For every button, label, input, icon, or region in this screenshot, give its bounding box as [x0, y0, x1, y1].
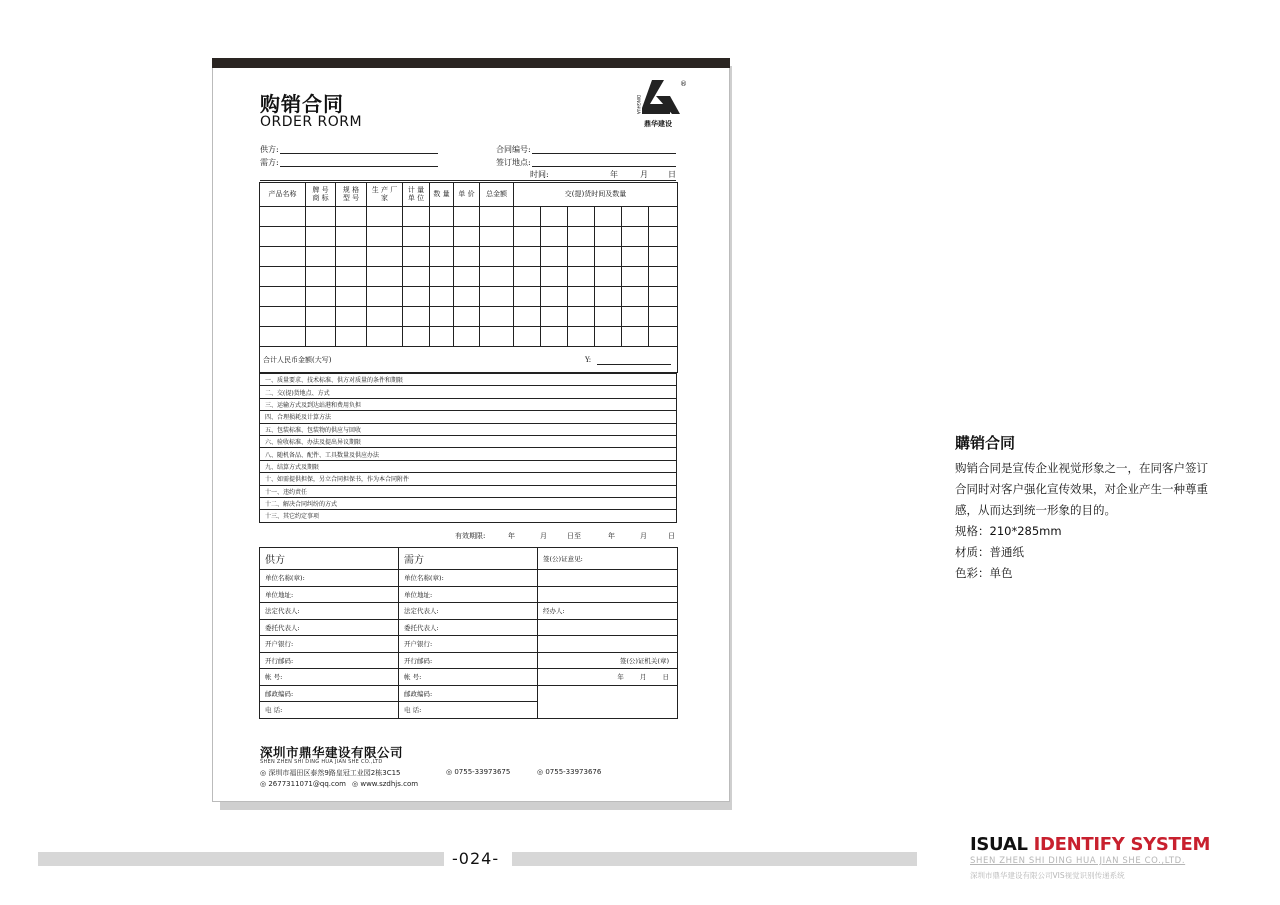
- supplier-field[interactable]: 开户银行:: [260, 636, 399, 653]
- supplier-header: 供方: [260, 548, 399, 570]
- description-body: 购销合同是宣传企业视觉形象之一，在同客户签订合同时对客户强化宣传效果，对企业产生一种尊重感，从而达到统一形象的目的。: [955, 461, 1208, 517]
- table-row[interactable]: [260, 287, 678, 307]
- table-row[interactable]: [260, 327, 678, 347]
- buyer-field[interactable]: 电 话:: [399, 702, 538, 719]
- supplier-field[interactable]: 帐 号:: [260, 669, 399, 686]
- supplier-label: 供方:: [260, 145, 279, 154]
- buyer-field[interactable]: 开行邮码:: [399, 652, 538, 669]
- col-spec: 规 格 型 号: [336, 183, 367, 207]
- notary-year: 年: [617, 673, 624, 682]
- table-row[interactable]: [260, 207, 678, 227]
- email-line: [260, 780, 346, 788]
- buyer-field[interactable]: 委托代表人:: [399, 619, 538, 636]
- buyer-field[interactable]: 单位名称(章):: [399, 570, 538, 587]
- company-name-en: SHEN ZHEN SHI DING HUA JIAN SHE CO.,LTD: [260, 759, 383, 765]
- buyer-field[interactable]: 邮政编码:: [399, 685, 538, 702]
- total-rmb-label: 合计人民币金额(大写): [263, 355, 332, 364]
- notary-month: 月: [639, 673, 647, 682]
- description-block: [955, 458, 1217, 584]
- website-line: [352, 780, 418, 788]
- time-day: 日: [668, 170, 676, 179]
- material-text: 材质：普通纸: [955, 545, 1024, 559]
- supplier-field[interactable]: 单位地址:: [260, 586, 399, 603]
- parties-table: [259, 547, 678, 719]
- notary-blank[interactable]: [538, 636, 678, 653]
- notary-blank[interactable]: [538, 586, 678, 603]
- notary-opinion-label: 签(公)证意见:: [538, 548, 678, 570]
- term-item[interactable]: 二、交(提)货地点、方式: [260, 386, 677, 398]
- vis-title-left: ISUAL: [970, 834, 1034, 855]
- term-item[interactable]: 四、合理损耗及计算方法: [260, 411, 677, 423]
- col-maker: 生 产 厂 家: [367, 183, 403, 207]
- col-delivery: 交(提)货时间及数量: [514, 183, 678, 207]
- supplier-field[interactable]: 单位名称(章):: [260, 570, 399, 587]
- term-item[interactable]: 十一、违约责任: [260, 485, 677, 497]
- table-row[interactable]: [260, 307, 678, 327]
- company-fax: 0755-33973676: [545, 768, 602, 776]
- total-row: [260, 347, 678, 373]
- buyer-label: 需方:: [260, 158, 279, 167]
- sheet-top-bar: [212, 58, 730, 68]
- notary-org-label: 签(公)证机关(章): [538, 652, 678, 669]
- yen-label: Y:: [585, 356, 592, 364]
- description-title: 購销合同: [955, 434, 1016, 452]
- footer-bar-left: [38, 852, 444, 866]
- product-table: [259, 182, 678, 373]
- supplier-field[interactable]: [280, 153, 438, 154]
- address-line: [260, 768, 401, 778]
- logo-brand-cn: 鼎华建设: [644, 120, 672, 128]
- term-item[interactable]: 三、运输方式及到达站港和费用负担: [260, 398, 677, 410]
- color-text: 色彩：单色: [955, 566, 1013, 580]
- term-item[interactable]: 十三、其它约定事项: [260, 510, 677, 522]
- vis-title-right: SYSTEM: [1124, 834, 1211, 855]
- web-icon: ◎: [352, 780, 359, 788]
- time-label: 时间:: [530, 170, 549, 179]
- vis-company-en: SHEN ZHEN SHI DING HUA JIAN SHE CO.,LTD.: [970, 856, 1186, 866]
- logo-brand-en: DINGHUA: [636, 95, 641, 115]
- term-item[interactable]: 六、验收标准、办法及提出异议期限: [260, 435, 677, 447]
- spec-text: 规格：210*285mm: [955, 524, 1062, 538]
- col-brand: 牌 号 商 标: [306, 183, 336, 207]
- notary-date: [538, 669, 678, 686]
- handler-field[interactable]: 经办人:: [538, 603, 678, 620]
- contract-no-field[interactable]: [532, 153, 676, 154]
- term-item[interactable]: 一、质量要求、技术标准、供方对质量的条件和期限: [260, 374, 677, 386]
- time-year: 年: [610, 170, 618, 179]
- valid-period-label: 有效期限:: [455, 532, 486, 540]
- col-total: 总金额: [480, 183, 514, 207]
- company-website[interactable]: www.szdhjs.com: [360, 780, 419, 788]
- table-row[interactable]: [260, 247, 678, 267]
- footer-bar-right: [512, 852, 917, 866]
- time-month: 月: [640, 170, 648, 179]
- supplier-field[interactable]: 邮政编码:: [260, 685, 399, 702]
- buyer-field[interactable]: [280, 166, 438, 167]
- valid-year-2: 年: [608, 532, 615, 540]
- buyer-field[interactable]: 单位地址:: [399, 586, 538, 603]
- term-item[interactable]: 八、随机备品、配件、工具数量及供应办法: [260, 448, 677, 460]
- phone-icon: ◎: [446, 768, 453, 776]
- company-address: 深圳市福田区泰然9路皇冠工业园2栋3C15: [268, 769, 401, 777]
- yen-field[interactable]: [597, 364, 671, 365]
- valid-year: 年: [508, 532, 515, 540]
- vis-title-mid: IDENTIFY: [1033, 834, 1125, 855]
- sign-place-label: 签订地点:: [496, 158, 531, 167]
- fax-line: [537, 768, 601, 776]
- vis-system-title: [970, 834, 1210, 855]
- notary-blank[interactable]: [538, 570, 678, 587]
- valid-day-to: 日至: [567, 532, 581, 540]
- notary-day: 日: [662, 673, 669, 682]
- supplier-field[interactable]: 电 话:: [260, 702, 399, 719]
- form-subtitle: ORDER RORM: [260, 114, 363, 130]
- email-icon: ◎: [260, 780, 267, 788]
- col-quantity: 数 量: [430, 183, 454, 207]
- term-item[interactable]: 九、结算方式及期限: [260, 460, 677, 472]
- terms-table: [259, 373, 677, 523]
- table-row[interactable]: [260, 267, 678, 287]
- col-unit: 计 量 单 位: [403, 183, 430, 207]
- contract-no-label: 合同编号:: [496, 145, 531, 154]
- product-table-header: [260, 183, 678, 207]
- location-icon: ◎: [260, 769, 267, 777]
- col-product-name: 产品名称: [260, 183, 306, 207]
- phone-line: [446, 768, 510, 776]
- registered-mark: ®: [680, 80, 687, 88]
- valid-month-2: 月: [640, 532, 647, 540]
- company-phone: 0755-33973675: [454, 768, 511, 776]
- buyer-field[interactable]: 法定代表人:: [399, 603, 538, 620]
- form-title: 购销合同: [260, 92, 344, 116]
- notary-blank: [538, 685, 678, 718]
- notary-blank[interactable]: [538, 619, 678, 636]
- valid-month: 月: [540, 532, 547, 540]
- term-item[interactable]: 五、包装标准、包装物的供应与回收: [260, 423, 677, 435]
- vis-company-cn: 深圳市鼎华建设有限公司VIS视觉识别传递系统: [970, 871, 1125, 880]
- buyer-header: 需方: [399, 548, 538, 570]
- supplier-field[interactable]: 委托代表人:: [260, 619, 399, 636]
- valid-day-2: 日: [668, 532, 675, 540]
- company-email[interactable]: 2677311071@qq.com: [268, 780, 346, 788]
- sign-place-field[interactable]: [532, 166, 676, 167]
- header-divider: [260, 180, 676, 181]
- col-price: 单 价: [454, 183, 480, 207]
- buyer-field[interactable]: 开户银行:: [399, 636, 538, 653]
- supplier-field[interactable]: 开行邮码:: [260, 652, 399, 669]
- table-row[interactable]: [260, 227, 678, 247]
- buyer-field[interactable]: 帐 号:: [399, 669, 538, 686]
- company-name-cn: 深圳市鼎华建设有限公司: [260, 745, 404, 760]
- term-item[interactable]: 十、如需提供担保，另立合同担保书，作为本合同附件: [260, 473, 677, 485]
- term-item[interactable]: 十二、解决合同纠纷的方式: [260, 497, 677, 509]
- page-number: -024-: [452, 849, 500, 868]
- fax-icon: ◎: [537, 768, 544, 776]
- supplier-field[interactable]: 法定代表人:: [260, 603, 399, 620]
